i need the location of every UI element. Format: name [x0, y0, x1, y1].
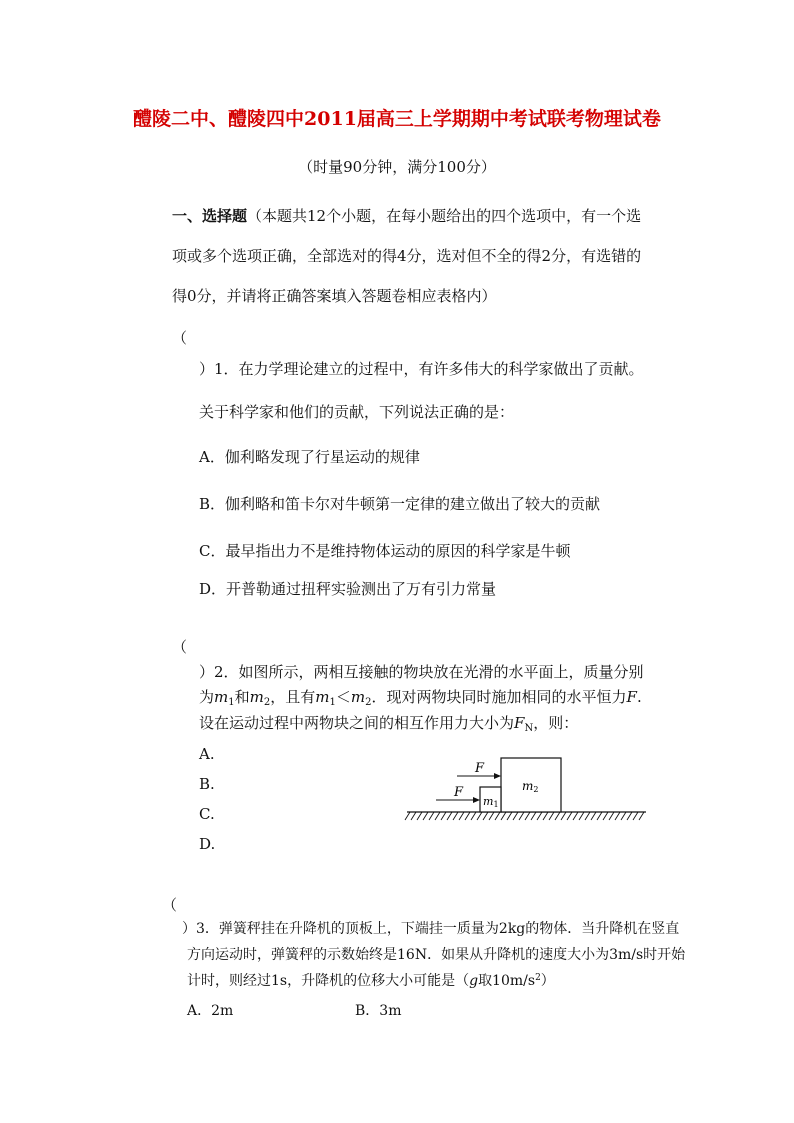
hatch-stroke	[591, 812, 596, 820]
hatch-stroke	[549, 812, 554, 820]
hatch-stroke	[531, 812, 536, 820]
label-m2: m2	[522, 779, 539, 794]
hatch-stroke	[609, 812, 614, 820]
hatch-stroke	[597, 812, 602, 820]
q1-stem-line-1: ）1．在力学理论建立的过程中，有许多伟大的科学家做出了贡献。	[199, 360, 644, 378]
hatch-stroke	[405, 812, 410, 820]
q3-answer-paren: （	[162, 896, 178, 914]
hatch-stroke	[603, 812, 608, 820]
hatch-stroke	[477, 812, 482, 820]
hatch-stroke	[471, 812, 476, 820]
hatch-stroke	[501, 812, 506, 820]
q2-option-c: C.	[199, 805, 215, 823]
q1-option-a: A．伽利略发现了行星运动的规律	[199, 448, 420, 466]
hatch-stroke	[567, 812, 572, 820]
q1-option-b: B．伽利略和笛卡尔对牛顿第一定律的建立做出了较大的贡献	[199, 495, 601, 513]
hatch-stroke	[537, 812, 542, 820]
label-F-top: F	[475, 761, 485, 776]
hatch-stroke	[465, 812, 470, 820]
hatch-stroke	[417, 812, 422, 820]
hatch-stroke	[489, 812, 494, 820]
page-title: 醴陵二中、醴陵四中2011届高三上学期期中考试联考物理试卷	[133, 108, 661, 130]
hatch-stroke	[513, 812, 518, 820]
hatch-stroke	[639, 812, 644, 820]
hatch-stroke	[429, 812, 434, 820]
hatch-stroke	[585, 812, 590, 820]
hatch-stroke	[519, 812, 524, 820]
hatch-stroke	[543, 812, 548, 820]
label-m1: m1	[483, 795, 499, 809]
section-intro-line-3: 得0分，并请将正确答案填入答题卷相应表格内）	[172, 287, 497, 305]
q1-stem-line-2: 关于科学家和他们的贡献，下列说法正确的是：	[199, 403, 515, 421]
hatch-stroke	[507, 812, 512, 820]
section-heading: 一、选择题	[172, 207, 248, 225]
hatch-stroke	[615, 812, 620, 820]
force-arrowhead-top	[494, 773, 501, 779]
q2-stem-line-3: 设在运动过程中两物块之间的相互作用力大小为$F_N$，则：	[199, 714, 579, 734]
section-intro-line-1	[172, 205, 641, 226]
q3-stem-line-1: ）3．弹簧秤挂在升降机的顶板上，下端挂一质量为2kg的物体．当升降机在竖直	[182, 921, 680, 937]
hatch-stroke	[435, 812, 440, 820]
q2-answer-paren: （	[172, 638, 188, 656]
q1-answer-paren: （	[172, 329, 188, 347]
label-F-bottom: F	[454, 785, 464, 800]
force-arrowhead-bottom	[473, 797, 480, 803]
q1-option-d: D．开普勒通过扭秤实验测出了万有引力常量	[199, 580, 497, 598]
q1-option-c: C．最早指出力不是维持物体运动的原因的科学家是牛顿	[199, 542, 571, 560]
section-intro-text-1: （本题共12个小题，在每小题给出的四个选项中，有一个选	[247, 207, 642, 225]
q2-option-d: D.	[199, 835, 216, 853]
hatch-stroke	[573, 812, 578, 820]
q2-stem-line-2: 为$m_1$和$m_2$，且有$m_1<m_2$．现对两物块同时施加相同的水平恒力F.	[199, 688, 642, 708]
q2-stem-line-1: ）2．如图所示，两相互接触的物块放在光滑的水平面上，质量分别	[199, 663, 644, 681]
hatch-stroke	[525, 812, 530, 820]
hatch-stroke	[483, 812, 488, 820]
q2-option-a: A.	[199, 745, 215, 763]
hatch-stroke	[495, 812, 500, 820]
hatch-stroke	[555, 812, 560, 820]
hatch-stroke	[633, 812, 638, 820]
q3-stem-line-3: 计时，则经过1s，升降机的位移大小可能是（g取$10m/s^2$）	[187, 973, 555, 989]
q3-stem-line-2: 方向运动时，弹簧秤的示数始终是16N．如果从升降机的速度大小为3m/s时开始	[187, 947, 686, 963]
q2-option-b: B.	[199, 775, 215, 793]
hatch-stroke	[459, 812, 464, 820]
hatch-stroke	[411, 812, 416, 820]
q3-option-b: B．3m	[355, 1003, 402, 1019]
hatch-stroke	[447, 812, 452, 820]
hatch-stroke	[441, 812, 446, 820]
hatch-stroke	[579, 812, 584, 820]
hatch-stroke	[627, 812, 632, 820]
section-intro-line-2: 项或多个选项正确，全部选对的得4分，选对但不全的得2分，有选错的	[172, 247, 642, 265]
q3-option-a: A．2m	[187, 1003, 234, 1019]
hatch-stroke	[453, 812, 458, 820]
hatch-stroke	[561, 812, 566, 820]
hatch-stroke	[621, 812, 626, 820]
two-blocks-figure	[400, 750, 650, 830]
hatch-stroke	[423, 812, 428, 820]
exam-duration-subtitle: （时量90分钟，满分100分）	[298, 158, 496, 176]
ground-hatching	[405, 812, 644, 820]
